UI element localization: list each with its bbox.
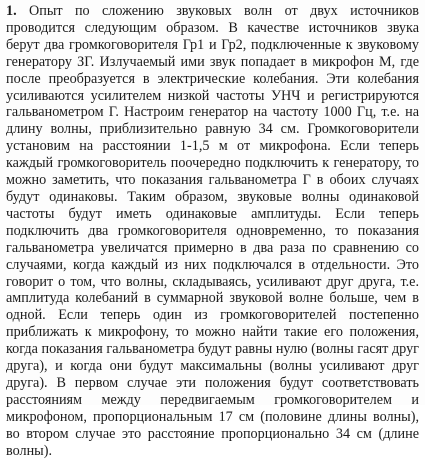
problem-paragraph	[6, 3, 419, 459]
problem-text: Опыт по сложению звуковых волн от двух источников проводится следующим образом. В качестве источников звука берут два громкоговорителя Гр1 и Гр2, подключенные к звуковому генератору ЗГ. Излучаемый ими звук попадает в микрофон М, где после преобразуется в электрические колебания. Эти колебания усиливаются усилителем низкой частоты УНЧ и регистрируются гальванометром Г. Настроим генератор на частоту 1000 Гц, т.е. на длину волны, приблизительно равную 34 см. Громкоговорители установим на расстоянии 1-1,5 м от микрофона. Если теперь каждый громкоговоритель поочередно подключить к генератору, то можно заметить, что показания гальванометра Г в обоих случаях будут одинаковы. Таким образом, звуковые волны одинаковой частоты будут иметь одинаковые амплитуды. Если теперь подключить два громкоговорителя одновременно, то показания гальванометра увеличатся примерно в два раза по сравнению со случаями, когда каждый из них подключался в отдельности. Это говорит о том, что волны, складываясь, усиливают друг друга, т.е. амплитуда колебаний в суммарной звуковой волне больше, чем в одной. Если теперь один из громкоговорителей постепенно приближать к микрофону, то можно найти такие его положения, когда показания гальванометра будут равны нулю (волны гасят друг друга), и когда они будут максимальны (волны усиливают друг друга). В первом случае эти положения будут соответствовать расстояниям между передвигаемым громкоговорителем и микрофоном, пропорциональным 17 см (половине длины волны), во втором случае это расстояние пропорционально 34 см (длине волны).	[6, 3, 419, 459]
problem-number: 1.	[6, 3, 17, 19]
